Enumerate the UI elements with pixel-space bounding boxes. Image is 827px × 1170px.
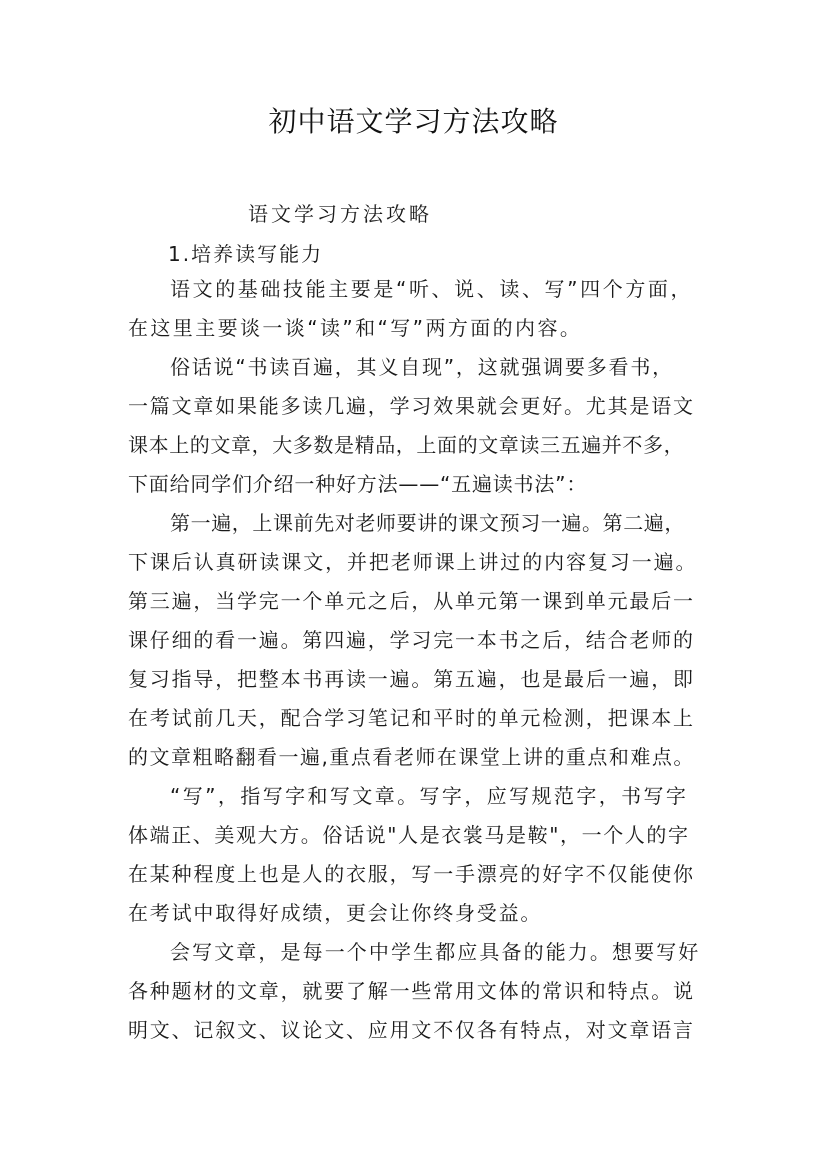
- text-line: 复习指导，把整本书再读一遍。第五遍，也是最后一遍，即: [128, 667, 695, 691]
- document-subtitle: 语文学习方法攻略: [248, 202, 432, 226]
- text-line: 在某种程度上也是人的衣服，写一手漂亮的好字不仅能使你: [128, 862, 695, 886]
- text-line: 在考试中取得好成绩，更会让你终身受益。: [128, 901, 543, 925]
- text-line: 各种题材的文章，就要了解一些常用文体的常识和特点。说: [128, 979, 695, 1003]
- text-line: 在考试前几天，配合学习笔记和平时的单元检测，把课本上: [128, 706, 695, 730]
- document-title: 初中语文学习方法攻略: [268, 105, 559, 138]
- text-line: 下面给同学们介绍一种好方法——“五遍读书法”：: [128, 472, 588, 496]
- section-heading: 1.培养读写能力: [168, 242, 324, 266]
- text-line: 语文的基础技能主要是“听、说、读、写”四个方面，: [170, 277, 694, 301]
- text-line: 课仔细的看一遍。第四遍，学习完一本书之后，结合老师的: [128, 628, 695, 652]
- text-line: 下课后认真研读课文，并把老师课上讲过的内容复习一遍。: [128, 550, 698, 574]
- text-line: 第一遍，上课前先对老师要讲的课文预习一遍。第二遍，: [170, 511, 685, 535]
- text-line: “写”，指写字和写文章。写字，应写规范字，书写字: [170, 784, 689, 808]
- text-line: 明文、记叙文、议论文、应用文不仅各有特点，对文章语言: [128, 1018, 695, 1042]
- text-line: 在这里主要谈一谈“读”和“写”两方面的内容。: [128, 316, 583, 340]
- text-line: 俗话说“书读百遍，其义自现”，这就强调要多看书，: [170, 355, 674, 379]
- text-line: 课本上的文章，大多数是精品，上面的文章读三五遍并不多，: [128, 433, 685, 457]
- text-line: 的文章粗略翻看一遍,重点看老师在课堂上讲的重点和难点。: [128, 745, 695, 769]
- text-line: 第三遍，当学完一个单元之后，从单元第一课到单元最后一: [128, 589, 695, 613]
- text-line: 会写文章，是每一个中学生都应具备的能力。想要写好: [170, 940, 701, 964]
- text-line: 体端正、美观大方。俗话说"人是衣裳马是鞍"，一个人的字: [128, 823, 690, 847]
- text-line: 一篇文章如果能多读几遍，学习效果就会更好。尤其是语文: [128, 394, 695, 418]
